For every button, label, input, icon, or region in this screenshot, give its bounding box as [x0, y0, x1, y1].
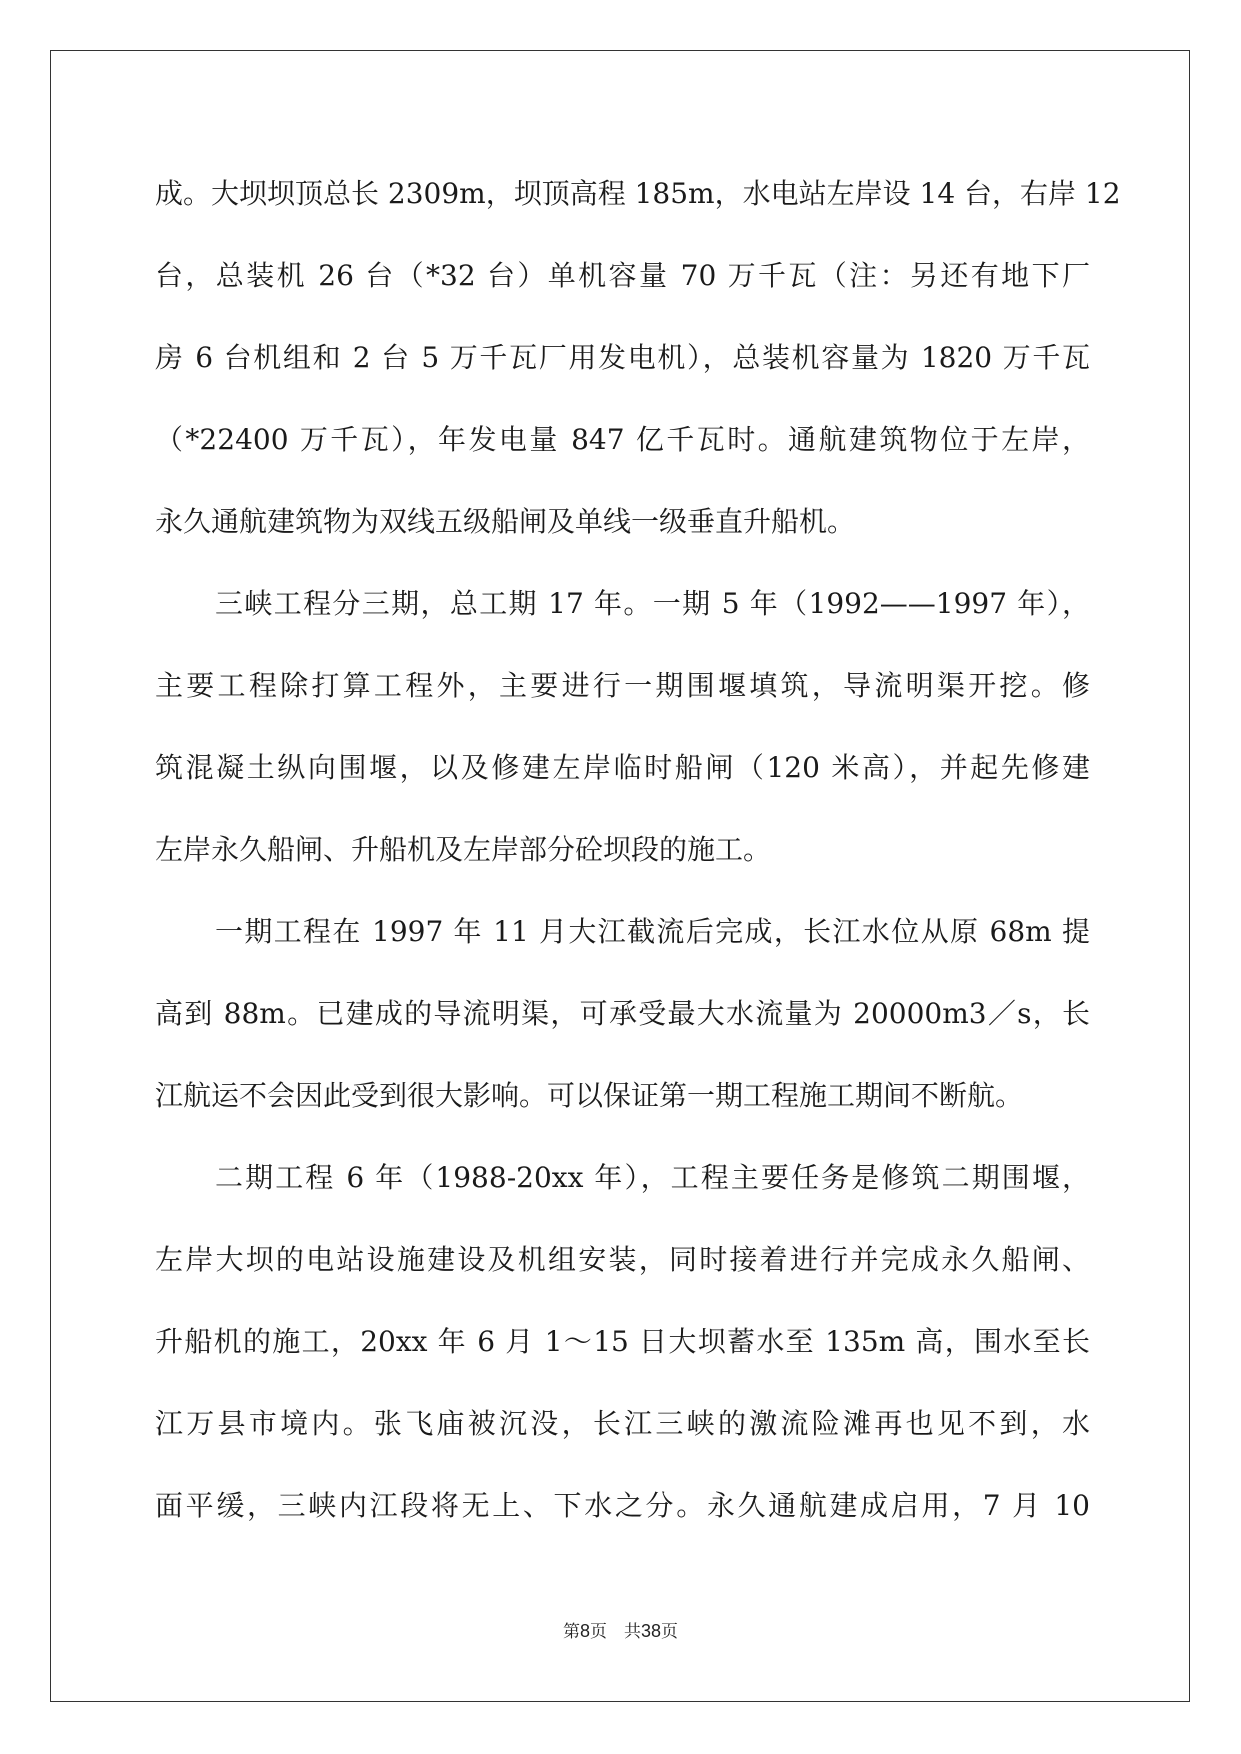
text-line: 永久通航建筑物为双线五级船闸及单线一级垂直升船机。	[155, 505, 856, 538]
text-line: 左岸永久船闸、升船机及左岸部分砼坝段的施工。	[155, 833, 772, 866]
text-line: 升船机的施工，20xx 年 6 月 1～15 日大坝蓄水至 135m 高，围水至长	[155, 1325, 1090, 1358]
paragraph-1	[155, 168, 1121, 578]
paragraph-3	[155, 906, 1090, 1152]
text-line: 江万县市境内。张飞庙被沉没，长江三峡的激流险滩再也见不到，水	[155, 1407, 1090, 1440]
text-line: 二期工程 6 年（1988-20xx 年），工程主要任务是修筑二期围堰，	[215, 1161, 1090, 1194]
text-line: 主要工程除打算工程外，主要进行一期围堰填筑，导流明渠开挖。修	[155, 669, 1090, 702]
page-number: 8	[579, 1621, 590, 1641]
page-footer	[0, 1617, 1241, 1642]
text-line: 一期工程在 1997 年 11 月大江截流后完成，长江水位从原 68m 提	[215, 915, 1090, 948]
text-line: 成。大坝坝顶总长 2309m，坝顶高程 185m，水电站左岸设 14 台，右岸 12	[155, 177, 1121, 210]
text-line: 面平缓，三峡内江段将无上、下水之分。永久通航建成启用，7 月 10	[155, 1489, 1090, 1522]
text-line: 房 6 台机组和 2 台 5 万千瓦厂用发电机），总装机容量为 1820 万千瓦	[155, 341, 1090, 374]
document-body	[155, 168, 1121, 1562]
text-line: 三峡工程分三期，总工期 17 年。一期 5 年（1992——1997 年），	[215, 587, 1090, 620]
text-line: 台，总装机 26 台（*32 台）单机容量 70 万千瓦（注：另还有地下厂	[155, 259, 1090, 292]
paragraph-2	[155, 578, 1090, 906]
text-line: 筑混凝土纵向围堰，以及修建左岸临时船闸（120 米高），并起先修建	[155, 751, 1090, 784]
text-line: 江航运不会因此受到很大影响。可以保证第一期工程施工期间不断航。	[155, 1079, 1024, 1112]
total-pages: 38	[640, 1621, 662, 1641]
footer-prefix: 第	[562, 1622, 580, 1642]
text-line: 高到 88m。已建成的导流明渠，可承受最大水流量为 20000m3／s，长	[155, 997, 1090, 1030]
text-line: 左岸大坝的电站设施建设及机组安装，同时接着进行并完成永久船闸、	[155, 1243, 1090, 1276]
paragraph-4	[155, 1152, 1090, 1562]
footer-page-suffix: 页 共	[589, 1622, 641, 1642]
text-line: （*22400 万千瓦），年发电量 847 亿千瓦时。通航建筑物位于左岸，	[155, 423, 1090, 456]
footer-total-suffix: 页	[661, 1622, 679, 1642]
